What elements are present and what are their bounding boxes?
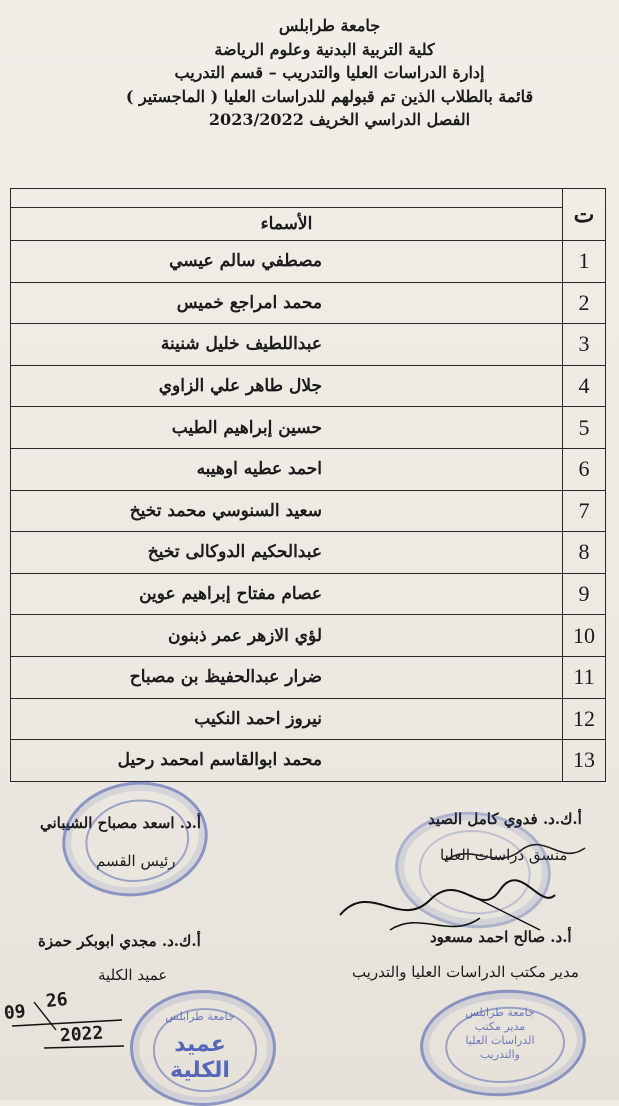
coordinator-title: منسق دراسات العليا <box>440 846 568 864</box>
student-name: عبدالحكيم الدوكالى تخيخ <box>11 532 563 574</box>
row-number: 13 <box>563 740 606 782</box>
student-name: عصام مفتاح إبراهيم عوين <box>11 573 563 615</box>
dean-title: عميد الكلية <box>98 966 168 984</box>
office-stamp-text <box>450 1006 550 1062</box>
table-row <box>11 740 606 782</box>
department-name: إدارة الدراسات العليا والتدريب – قسم التدريب <box>174 63 485 82</box>
student-name: جلال طاهر علي الزاوي <box>11 365 563 407</box>
table-row <box>11 407 606 449</box>
office-stamp-line3: الدراسات العليا <box>465 1034 535 1047</box>
row-number: 8 <box>563 532 606 574</box>
table-row <box>11 573 606 615</box>
row-number: 4 <box>563 365 606 407</box>
student-name: عبداللطيف خليل شنينة <box>11 324 563 366</box>
student-name: محمد ابوالقاسم امحمد رحيل <box>11 740 563 782</box>
student-name: لؤي الازهر عمر ذبنون <box>11 615 563 657</box>
row-number: 7 <box>563 490 606 532</box>
table-row <box>11 324 606 366</box>
date-month: 09 <box>2 1000 27 1025</box>
row-number: 1 <box>563 241 606 283</box>
list-title: قائمة بالطلاب الذين تم قبولهم للدراسات العليا ( الماجستير ) <box>125 86 534 106</box>
table-row <box>11 490 606 532</box>
date-day: 26 <box>44 988 69 1013</box>
office-stamp-line4: والتدريب <box>480 1048 520 1061</box>
semester-label: الفصل الدراسي الخريف 2023/2022 <box>208 110 471 129</box>
student-name: محمد امراجع خميس <box>11 282 563 324</box>
table-row <box>11 656 606 698</box>
table-row <box>11 532 606 574</box>
date-year: 2022 <box>59 1022 105 1047</box>
student-name: نيروز احمد النكيب <box>11 698 563 740</box>
dean-stamp-label: عميد الكلية <box>170 1032 230 1083</box>
department-stamp <box>55 772 215 905</box>
row-number: 6 <box>563 448 606 490</box>
header-top-cell <box>11 189 563 208</box>
office-stamp-line2: مدير مكتب <box>474 1020 526 1033</box>
header-number-cell: ت <box>563 189 606 241</box>
handwritten-date <box>4 990 129 1055</box>
header-names-cell: الأسماء <box>11 208 563 241</box>
student-name: احمد عطيه اوهيبه <box>11 448 563 490</box>
table-row <box>11 365 606 407</box>
university-name: جامعة طرابلس <box>278 16 381 35</box>
table-body <box>11 241 606 782</box>
document-header <box>0 14 619 132</box>
dept-head-title: رئيس القسم <box>96 852 176 870</box>
row-number: 10 <box>563 615 606 657</box>
table-row <box>11 282 606 324</box>
table-row <box>11 448 606 490</box>
coordinator-name: أ.ك.د. فدوي كامل الصيد <box>428 810 582 828</box>
student-name: سعيد السنوسي محمد تخيخ <box>11 490 563 532</box>
row-number: 9 <box>563 573 606 615</box>
row-number: 12 <box>563 698 606 740</box>
table-row <box>11 241 606 283</box>
table-row <box>11 615 606 657</box>
student-name: ضرار عبدالحفيظ بن مصباح <box>11 656 563 698</box>
dept-head-name: أ.د. اسعد مصباح الشيباني <box>40 814 202 832</box>
row-number: 5 <box>563 407 606 449</box>
students-table <box>10 188 606 782</box>
row-number: 2 <box>563 282 606 324</box>
table-row <box>11 698 606 740</box>
row-number: 11 <box>563 656 606 698</box>
director-name: أ.د. صالح احمد مسعود <box>430 928 572 946</box>
dean-name: أ.ك.د. مجدي ابوبكر حمزة <box>38 932 201 950</box>
coordinator-signature <box>440 836 590 876</box>
dean-stamp-ring-text: جامعة طرابلس <box>165 1010 235 1023</box>
office-stamp-line1: جامعة طرابلس <box>465 1006 535 1019</box>
student-name: مصطفي سالم عيسي <box>11 241 563 283</box>
student-name: حسين إبراهيم الطيب <box>11 407 563 449</box>
row-number: 3 <box>563 324 606 366</box>
faculty-name: كلية التربية البدنية وعلوم الرياضة <box>214 39 435 59</box>
director-title: مدير مكتب الدراسات العليا والتدريب <box>352 963 579 981</box>
